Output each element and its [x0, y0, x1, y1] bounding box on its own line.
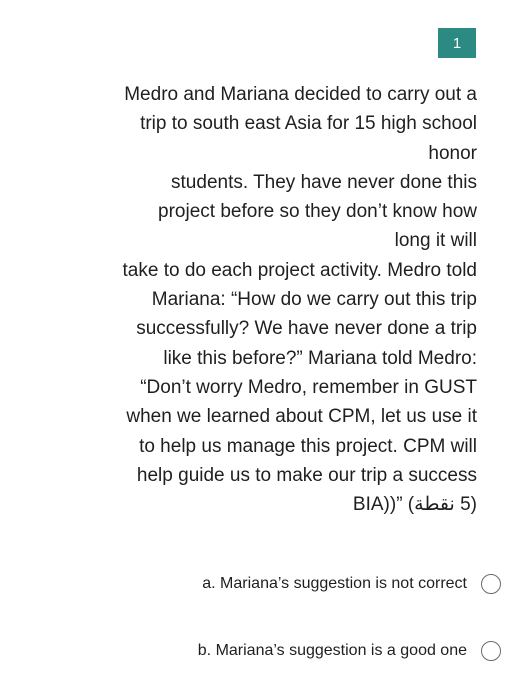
- option-b-radio[interactable]: [481, 641, 501, 661]
- question-line: “Don’t worry Medro, remember in GUST: [140, 376, 477, 398]
- question-text: [37, 80, 477, 519]
- question-line: take to do each project activity. Medro told: [122, 259, 477, 281]
- option-a-label: a. Mariana’s suggestion is not correct: [202, 575, 467, 592]
- question-line: help guide us to make our trip a success: [136, 464, 477, 486]
- question-line: when we learned about CPM, let us use it: [126, 406, 477, 428]
- option-a[interactable]: [202, 574, 501, 594]
- question-line: students. They have never done this: [171, 171, 477, 193]
- question-line: long it will: [394, 230, 477, 252]
- question-line: trip to south east Asia for 15 high school: [140, 113, 477, 135]
- question-points-line: (5 نقطة) ”((BIA: [352, 494, 477, 516]
- question-line: honor: [428, 142, 477, 164]
- question-line: Mariana: “How do we carry out this trip: [151, 289, 477, 311]
- option-b-label: b. Mariana’s suggestion is a good one: [197, 642, 467, 659]
- question-line: project before so they don’t know how: [158, 201, 477, 223]
- question-line: to help us manage this project. CPM will: [139, 435, 477, 457]
- option-b[interactable]: [198, 641, 501, 661]
- question-line: Medro and Mariana decided to carry out a: [124, 84, 477, 105]
- question-line: successfully? We have never done a trip: [136, 318, 477, 340]
- question-line: like this before?” Mariana told Medro:: [163, 347, 477, 369]
- question-number-badge: 1: [438, 28, 476, 58]
- option-a-radio[interactable]: [481, 574, 501, 594]
